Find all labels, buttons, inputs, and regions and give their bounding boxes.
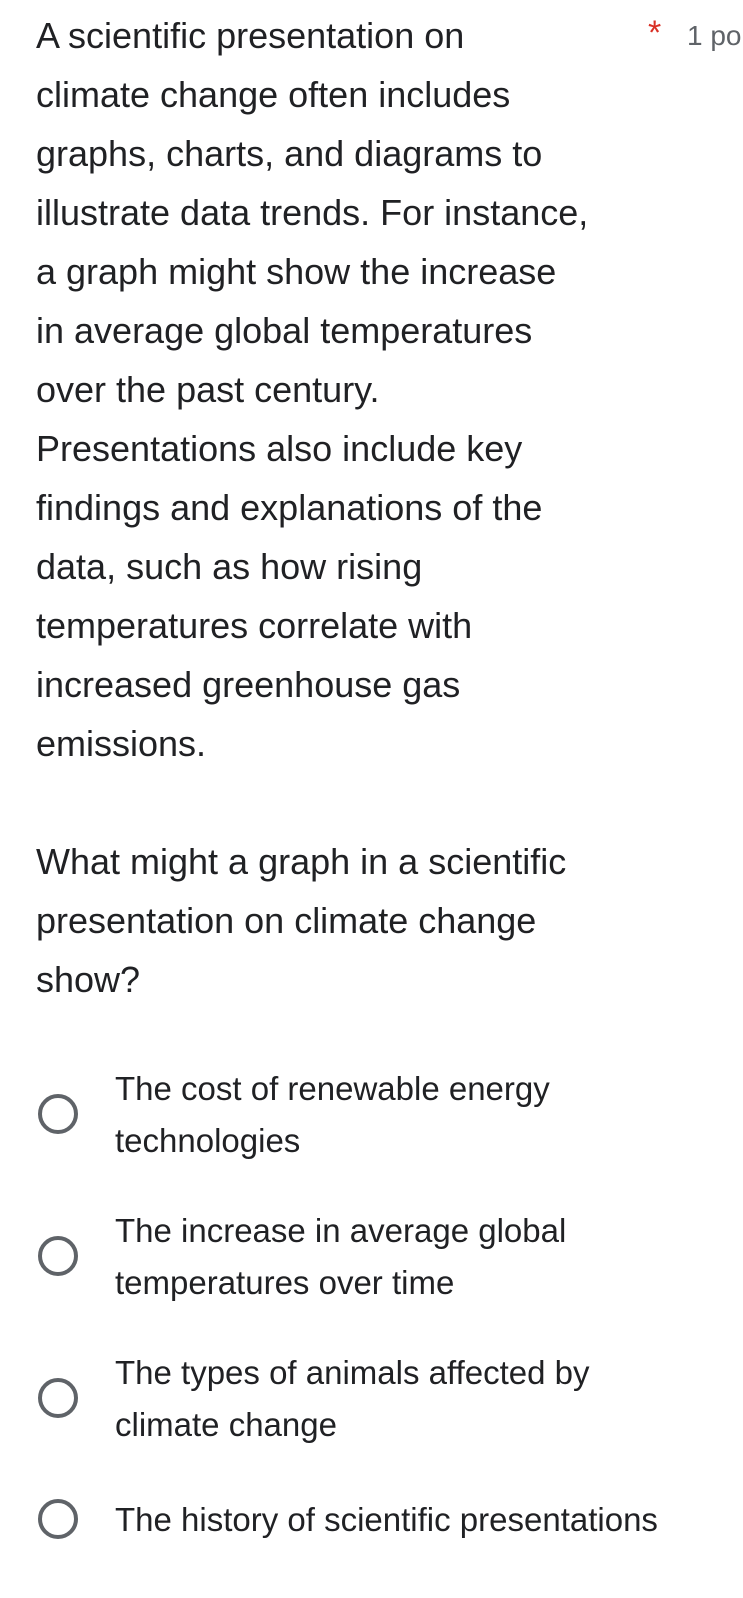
radio-button[interactable]: [38, 1499, 78, 1539]
option-label: The cost of renewable energy technologies: [115, 1070, 550, 1159]
required-indicator: *: [648, 14, 662, 52]
radio-button[interactable]: [38, 1236, 78, 1276]
option-label: The history of scientific presentations: [115, 1501, 658, 1538]
radio-button[interactable]: [38, 1378, 78, 1418]
option-label: The increase in average global temperatures over time: [115, 1212, 567, 1301]
question-text: A scientific presentation on climate change often includes graphs, charts, and diagrams to illustrate data trends. For instance, a graph might show the increase in average global temperatures over the past century. Presentations also include key findings and explanations of the data, such as how rising temperatures correlate with increased greenhouse gas emissions. What might a graph in a scientific presentation on climate change show?: [36, 15, 589, 1000]
option-label: The types of animals affected by climate change: [115, 1354, 590, 1443]
radio-button[interactable]: [38, 1094, 78, 1134]
points-label: 1 po: [687, 20, 742, 51]
